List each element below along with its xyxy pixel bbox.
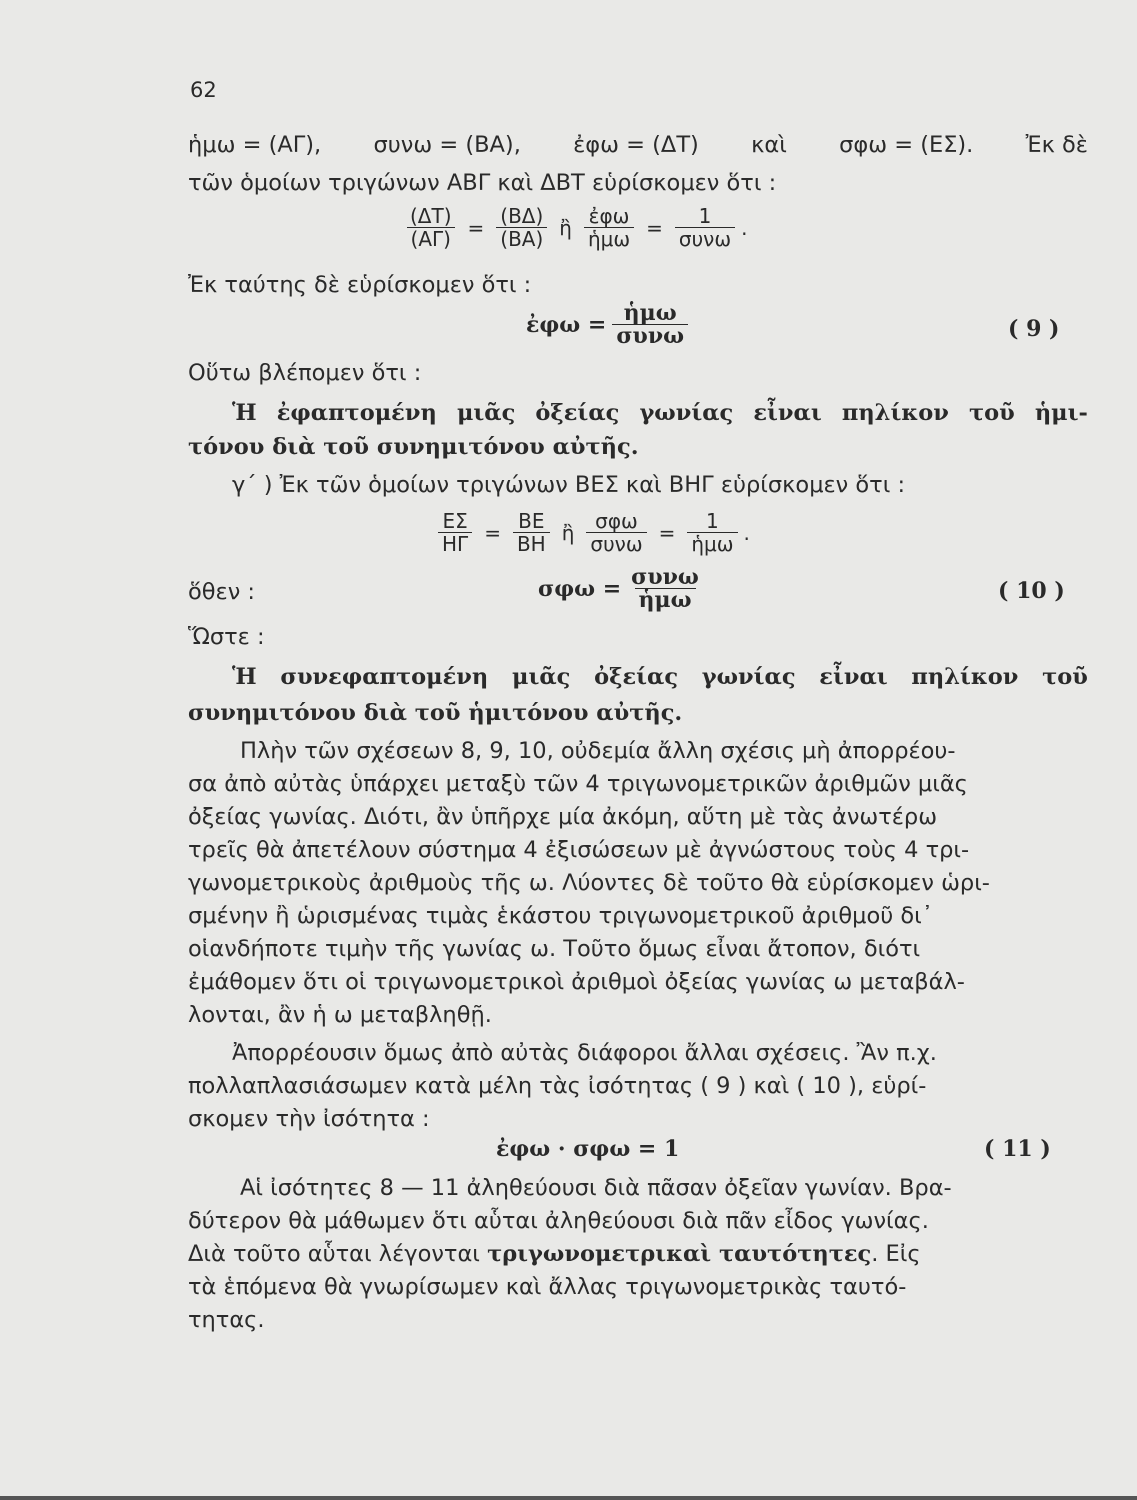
equation-label-9: ( 9 )	[1008, 316, 1060, 342]
paragraph-line: τητας.	[188, 1307, 265, 1333]
paragraph-line: Πλὴν τῶν σχέσεων 8, 9, 10, οὐδεμία ἄλλη σχέσις μὴ ἀπορρέου-	[240, 738, 956, 764]
text-line: τῶν ὁμοίων τριγώνων ΑΒΓ καὶ ΔΒΤ εὑρίσκομεν ὅτι :	[188, 170, 777, 196]
text-line: γ΄ ) Ἐκ τῶν ὁμοίων τριγώνων ΒΕΣ καὶ ΒΗΓ εὑρίσκομεν ὅτι :	[232, 472, 906, 498]
paragraph-line: λονται, ἂν ἡ ω μεταβληθῇ.	[188, 1002, 492, 1028]
theorem-tangent: Ἡ ἐφαπτομένη μιᾶς ὀξείας γωνίας εἶναι πηλίκον τοῦ ἡμι-	[232, 400, 1088, 426]
paragraph-line: σα ἀπὸ αὐτὰς ὑπάρχει μεταξὺ τῶν 4 τριγωνομετρικῶν ἀριθμῶν μιᾶς	[188, 771, 968, 797]
text-line: Οὕτω βλέπομεν ὅτι :	[188, 360, 422, 386]
paragraph-line: τρεῖς θὰ ἀπετέλουν σύστημα 4 ἐξισώσεων μὲ ἀγνώστους τοὺς 4 τρι-	[188, 837, 970, 863]
paragraph-line: τὰ ἑπόμενα θὰ γνωρίσωμεν καὶ ἄλλας τριγωνομετρικὰς ταυτό-	[188, 1274, 907, 1300]
theorem-tangent-cont: τόνου διὰ τοῦ συνημιτόνου αὐτῆς.	[188, 434, 639, 460]
theorem-cotangent-cont: συνημιτόνου διὰ τοῦ ἡμιτόνου αὐτῆς.	[188, 700, 683, 726]
theorem-cotangent: Ἡ συνεφαπτομένη μιᾶς ὀξείας γωνίας εἶναι πηλίκον τοῦ	[232, 664, 1088, 690]
paragraph-line: σμένην ἢ ὡρισμένας τιμὰς ἑκάστου τριγωνομετρικοῦ ἀριθμοῦ δι᾽	[188, 903, 934, 929]
paragraph-line: πολλαπλασιάσωμεν κατὰ μέλη τὰς ἰσότητας ( 9 ) καὶ ( 10 ), εὑρί-	[188, 1073, 927, 1099]
equation-similar-triangles-2: $\frac{E\Sigma}{H\Gamma}$ = $\frac{BE}{BH}$ ἢ $\frac{\text{σφω}}{\text{συνω}}$ = $\frac{1}{\text{ἡμω}}$ .	[432, 510, 750, 555]
equation-10: σφω = $\frac{\text{συνω}}{\text{ἡμω}}$	[538, 564, 699, 613]
term-trig-identities: τριγωνομετρικαὶ ταυτότητες	[487, 1241, 872, 1267]
equation-similar-triangles-1: $\frac{(\Delta T)}{(A\Gamma)}$ = $\frac{(B\Delta)}{(BA)}$ ἢ $\frac{\text{ἐφω}}{\text{ἡμω}}$ = $\frac{1}{\text{συνω}}$ .	[400, 205, 747, 250]
paragraph-line: ὀξείας γωνίας. Διότι, ἂν ὑπῆρχε μία ἀκόμη, αὕτη μὲ τὰς ἀνωτέρω	[188, 804, 938, 830]
text-line: ὅθεν :	[188, 579, 255, 605]
page-number: 62	[190, 78, 217, 102]
equation-label-11: ( 11 )	[984, 1136, 1051, 1162]
paragraph-line: Ἀπορρέουσιν ὅμως ἀπὸ αὐτὰς διάφοροι ἄλλαι σχέσεις. Ἂν π.χ.	[232, 1040, 937, 1066]
text-line: Ἐκ ταύτης δὲ εὑρίσκομεν ὅτι :	[188, 272, 532, 298]
paragraph-line: οἱανδήποτε τιμὴν τῆς γωνίας ω. Τοῦτο ὅμως εἶναι ἄτοπον, διότι	[188, 936, 921, 962]
paragraph-line: γωνομετρικοὺς ἀριθμοὺς τῆς ω. Λύοντες δὲ τοῦτο θὰ εὑρίσκομεν ὡρι-	[188, 870, 990, 896]
definitions-line: ἡμω = (ΑΓ), συνω = (ΒΑ), ἐφω = (ΔΤ) καὶ σφω = (ΕΣ). Ἐκ δὲ	[188, 132, 1088, 158]
paragraph-line: δύτερον θὰ μάθωμεν ὅτι αὗται ἀληθεύουσι διὰ πᾶν εἶδος γωνίας.	[188, 1208, 929, 1234]
paragraph-line: Διὰ τοῦτο αὗται λέγονται τριγωνομετρικαὶ ταυτότητες. Εἰς	[188, 1241, 921, 1267]
paragraph-line: Αἱ ἰσότητες 8 — 11 ἀληθεύουσι διὰ πᾶσαν ὀξεῖαν γωνίαν. Βρα-	[240, 1175, 952, 1201]
equation-label-10: ( 10 )	[998, 578, 1065, 604]
equation-11: ἐφω · σφω = 1	[496, 1136, 680, 1162]
scan-bottom-edge	[0, 1496, 1137, 1500]
paragraph-line: ἐμάθομεν ὅτι οἱ τριγωνομετρικοὶ ἀριθμοὶ ὀξείας γωνίας ω μεταβάλ-	[188, 969, 965, 995]
text-line: Ὥστε :	[188, 624, 265, 650]
equation-9: ἐφω = $\frac{\text{ἡμω}}{\text{συνω}}$	[526, 302, 694, 347]
paragraph-line: σκομεν τὴν ἰσότητα :	[188, 1106, 430, 1132]
